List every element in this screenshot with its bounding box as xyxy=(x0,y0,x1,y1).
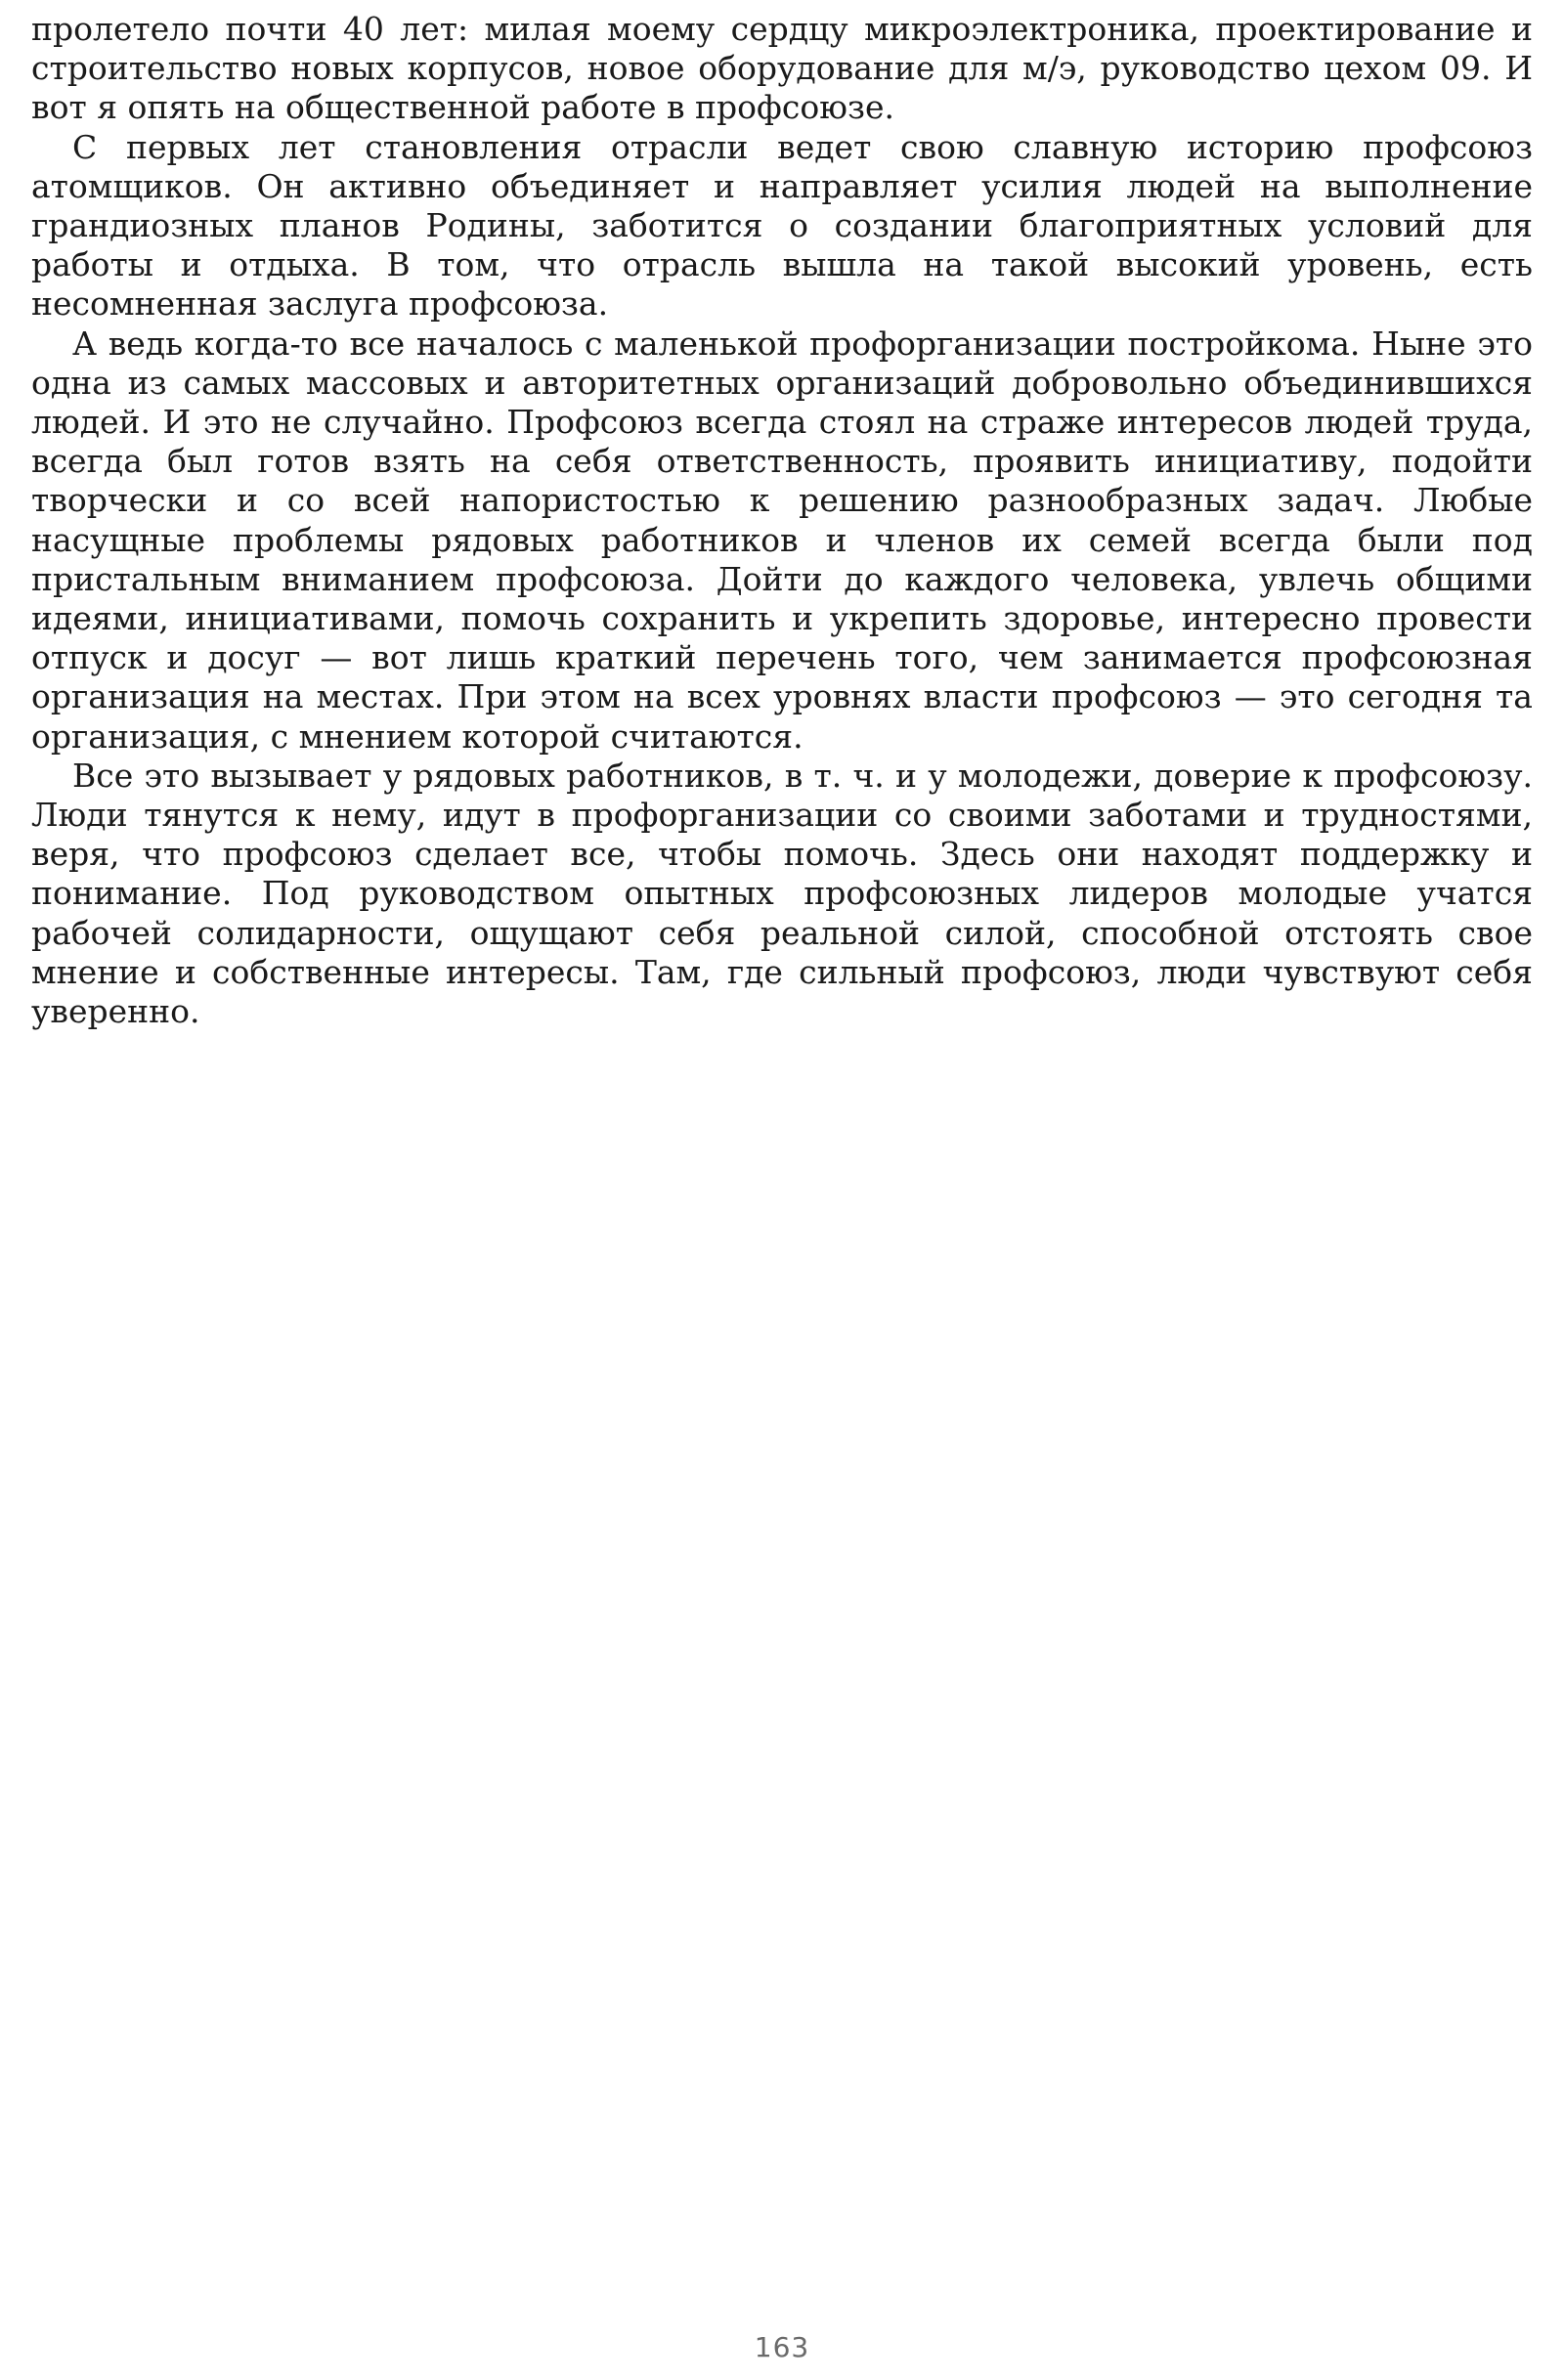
page-text-body xyxy=(31,10,1533,1031)
paragraph-continuation: пролетело почти 40 лет: милая моему сердцу микроэлектроника, проектирование и строительство новых корпусов, новое оборудование для м/э, руководство цехом 09. И вот я опять на общественной работе в профсоюзе. xyxy=(31,10,1533,127)
paragraph-union-trust: Все это вызывает у рядовых работников, в т. ч. и у молодежи, доверие к профсоюзу. Люди тянутся к нему, идут в профорганизации со своими заботами и трудностями, веря, что профсоюз сделает все, чтобы помочь. Здесь они находят поддержку и понимание. Под руководством опытных профсоюзных лидеров молодые учатся рабочей солидарности, ощущают себя реальной силой, способной отстоять свое мнение и собственные интересы. Там, где сильный профсоюз, люди чувствуют себя уверенно. xyxy=(31,756,1533,1031)
paragraph-union-organization: А ведь когда-то все началось с маленькой профорганизации постройкома. Ныне это одна из самых массовых и авторитетных организаций добровольно объединившихся людей. И это не случайно. Профсоюз всегда стоял на страже интересов людей труда, всегда был готов взять на себя ответственность, проявить инициативу, подойти творчески и со всей напористостью к решению разнообразных задач. Любые насущные проблемы рядовых работников и членов их семей всегда были под пристальным вниманием профсоюза. Дойти до каждого человека, увлечь общими идеями, инициативами, помочь сохранить и укрепить здоровье, интересно провести отпуск и досуг — вот лишь краткий перечень того, чем занимается профсоюзная организация на местах. При этом на всех уровнях власти профсоюз — это сегодня та организация, с мнением которой считаются. xyxy=(31,324,1533,756)
paragraph-union-history: С первых лет становления отрасли ведет свою славную историю профсоюз атомщиков. Он активно объединяет и направляет усилия людей на выполнение грандиозных планов Родины, заботится о создании благоприятных условий для работы и отдыха. В том, что отрасль вышла на такой высокий уровень, есть несомненная заслуга профсоюза. xyxy=(31,127,1533,324)
page-number: 163 xyxy=(754,2331,810,2363)
